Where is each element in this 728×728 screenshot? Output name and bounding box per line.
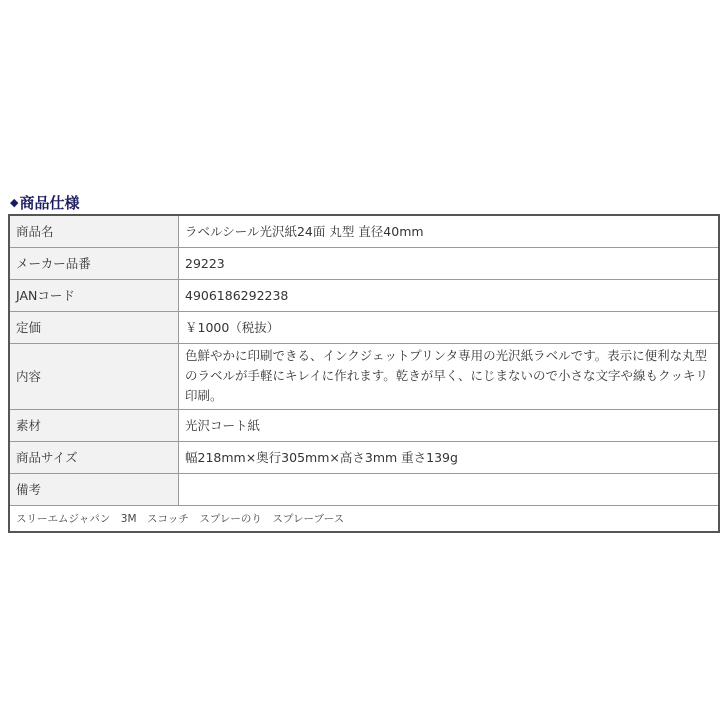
spec-label: JANコード: [9, 279, 179, 311]
spec-label: 定価: [9, 311, 179, 343]
diamond-bullet-icon: ◆: [10, 196, 19, 209]
spec-label: 商品サイズ: [9, 441, 179, 473]
table-row-maker-part-number: [9, 247, 719, 279]
spec-value: ラベルシール光沢紙24面 丸型 直径40mm: [179, 215, 720, 247]
table-row-description: [9, 343, 719, 409]
table-row-material: [9, 409, 719, 441]
section-title: 商品仕様: [19, 194, 80, 212]
spec-label: メーカー品番: [9, 247, 179, 279]
spec-value: 色鮮やかに印刷できる、インクジェットプリンタ専用の光沢紙ラベルです。表示に便利な丸型のラベルが手軽にキレイに作れます。乾きが早く、にじまないので小さな文字や線もクッキリ印刷。: [179, 343, 720, 409]
spec-value: ￥1000（税抜）: [179, 311, 720, 343]
spec-value: 幅218mm×奥行305mm×高さ3mm 重さ139g: [179, 441, 720, 473]
spec-label: 素材: [9, 409, 179, 441]
spec-value: 4906186292238: [179, 279, 720, 311]
table-row-keywords: [9, 505, 719, 532]
table-row-product-size: [9, 441, 719, 473]
table-row-product-name: [9, 215, 719, 247]
product-spec-section: [8, 193, 720, 533]
spec-value: 29223: [179, 247, 720, 279]
spec-value: 光沢コート紙: [179, 409, 720, 441]
spec-table: [8, 214, 720, 533]
keywords-text: スリーエムジャパン 3M スコッチ スプレーのり スプレーブース: [9, 505, 719, 532]
table-row-list-price: [9, 311, 719, 343]
section-heading: [10, 193, 720, 213]
table-row-remarks: [9, 473, 719, 505]
spec-label: 内容: [9, 343, 179, 409]
spec-label: 備考: [9, 473, 179, 505]
spec-value: [179, 473, 720, 505]
spec-label: 商品名: [9, 215, 179, 247]
table-row-jan-code: [9, 279, 719, 311]
